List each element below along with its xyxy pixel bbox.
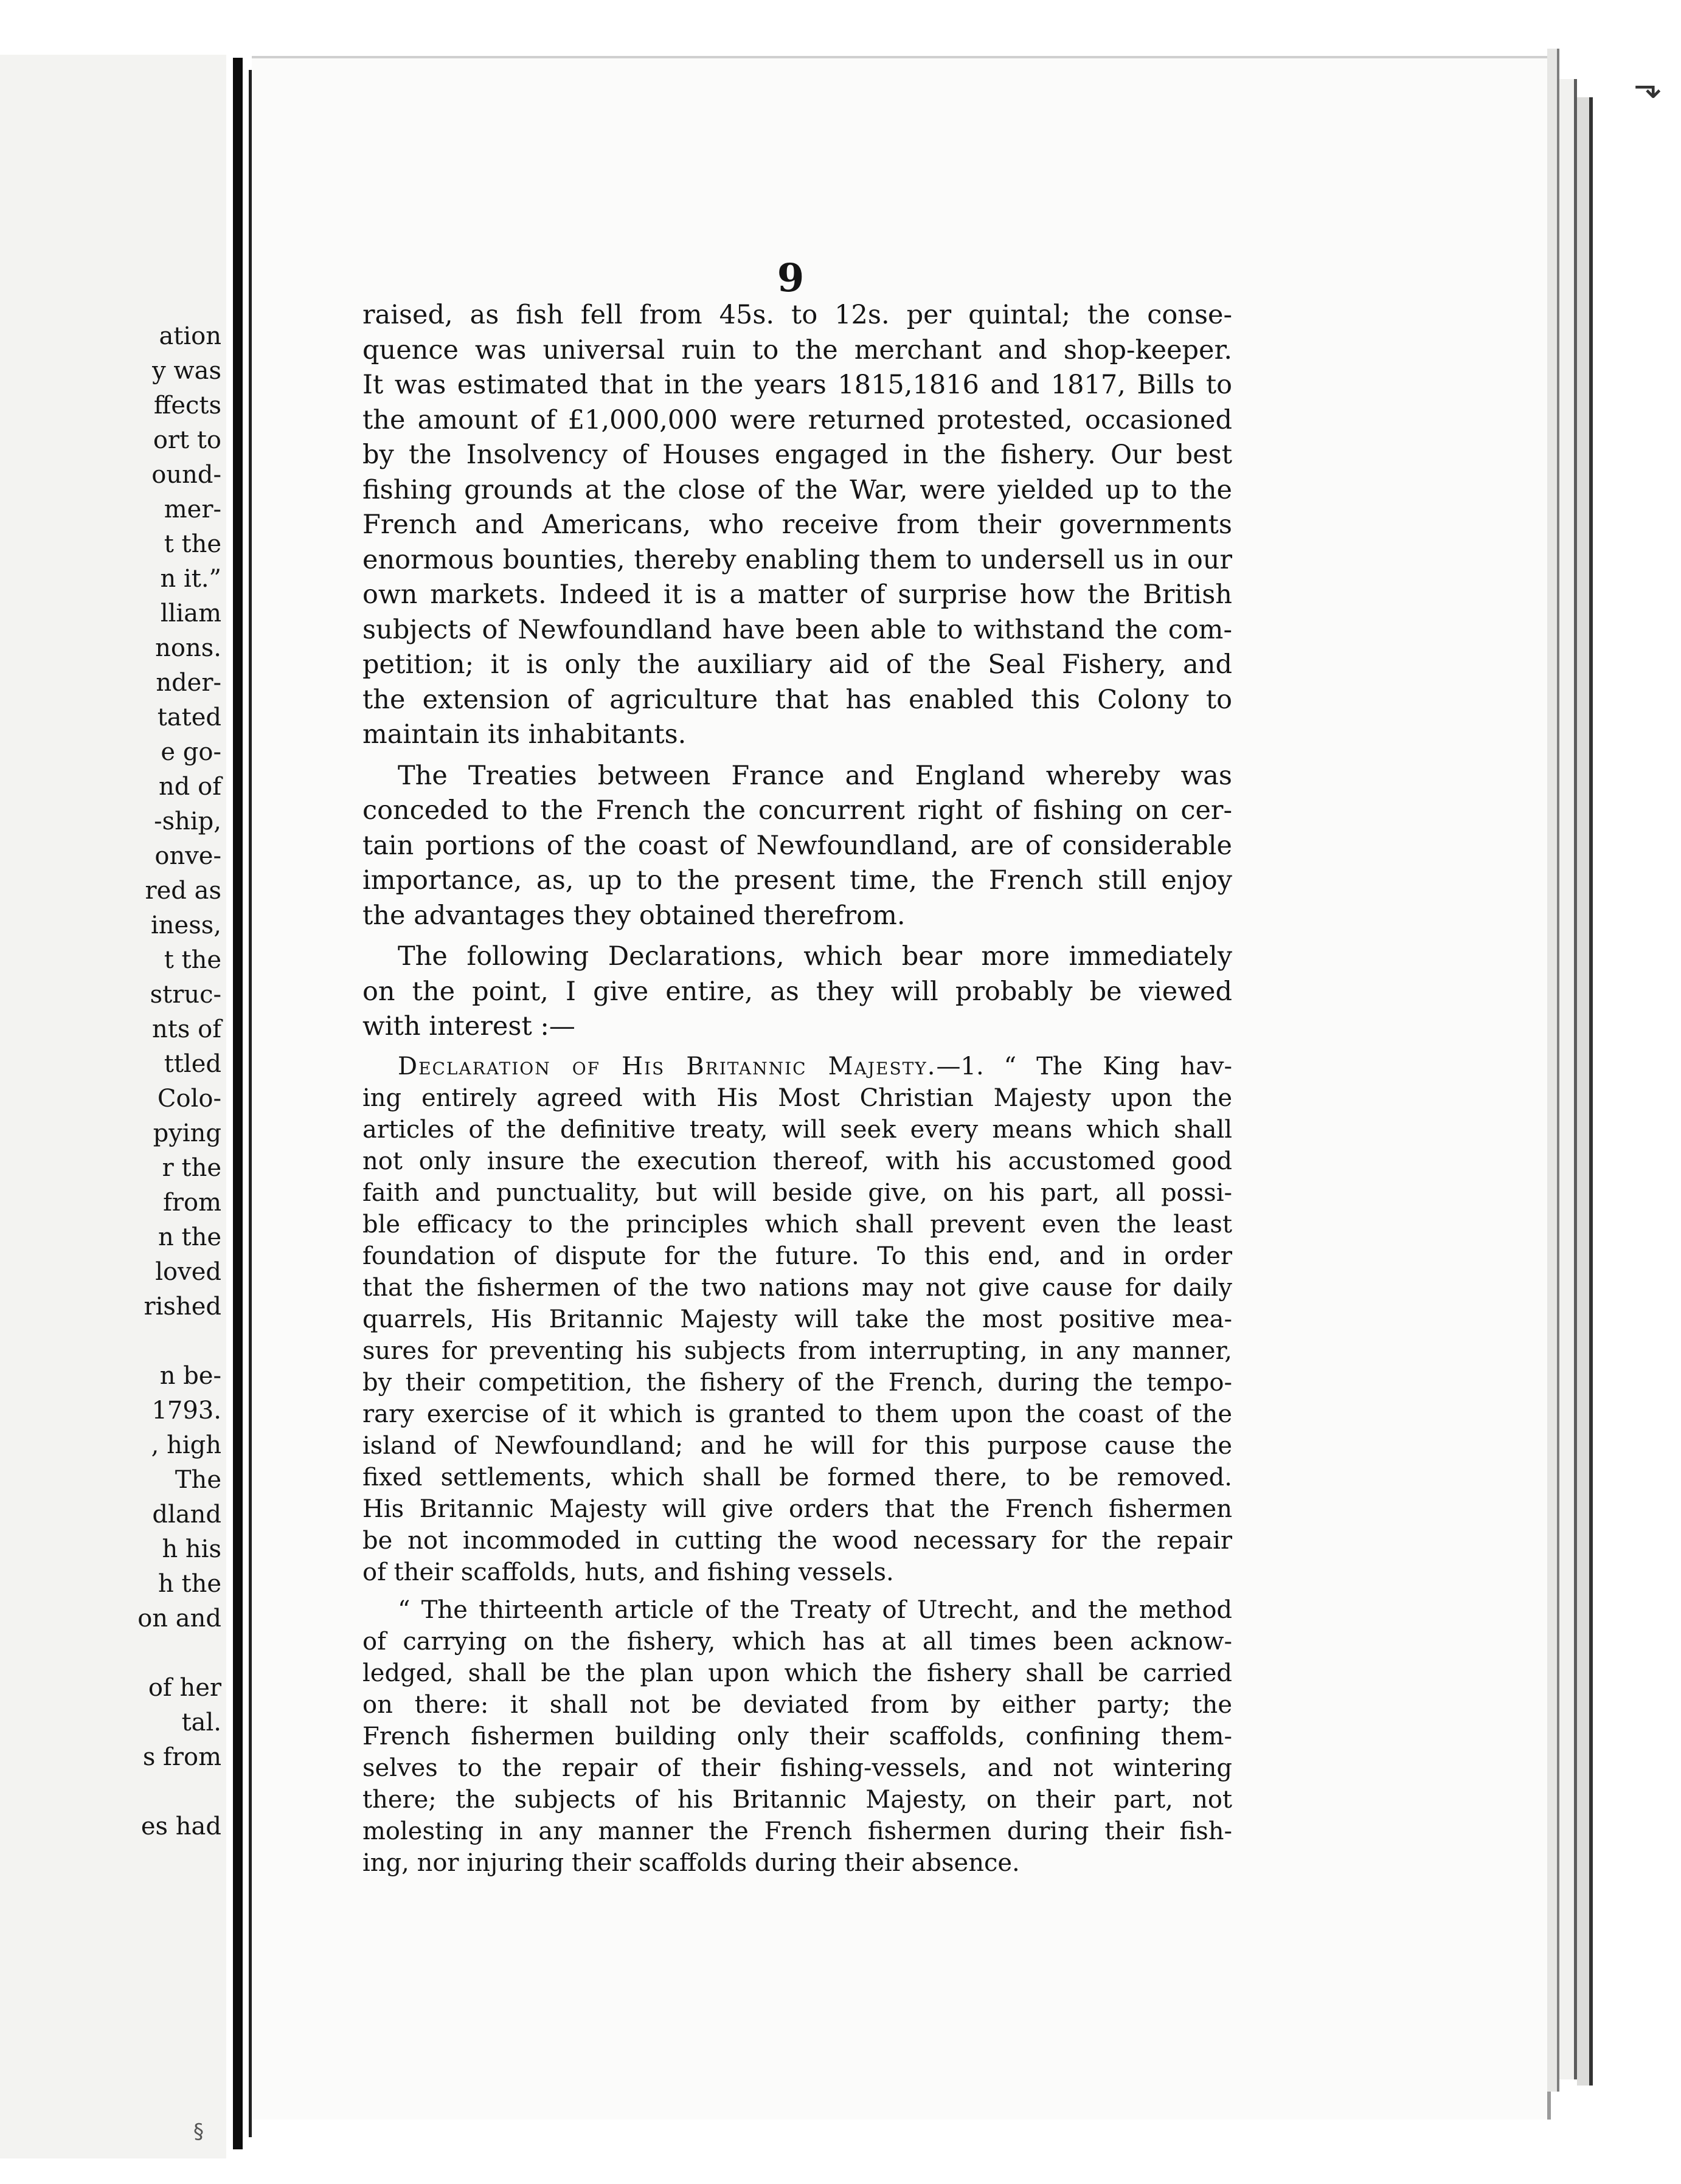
text-line: fixed settlements, which shall be formed there, to be removed.	[362, 1463, 1232, 1491]
facing-page-line: -ship,	[154, 807, 221, 835]
text-line: fishing grounds at the close of the War, were yielded up to the	[362, 474, 1232, 505]
facing-page-left	[0, 55, 226, 2158]
text-line: the amount of £1,000,000 were returned protested, occasioned	[362, 404, 1232, 435]
facing-page-line: tal.	[181, 1709, 221, 1736]
body-text	[362, 298, 1232, 1885]
facing-page-line: nder-	[156, 669, 221, 697]
facing-page-line: on and	[137, 1605, 221, 1633]
page-edge	[1547, 49, 1559, 2092]
text-line: articles of the definitive treaty, will seek every means which shall	[362, 1115, 1232, 1144]
facing-page-line: mer-	[164, 496, 221, 524]
facing-page-line: pying	[153, 1119, 221, 1147]
text-line: The Treaties between France and England whereby was	[398, 760, 1232, 791]
corner-mark: ⬎	[1634, 67, 1662, 106]
text-line: by the Insolvency of Houses engaged in the fishery. Our best	[362, 440, 1232, 470]
facing-page-line: onve-	[154, 842, 221, 870]
text-line: selves to the repair of their fishing-vessels, and not wintering	[362, 1754, 1232, 1782]
facing-page-line: e go-	[161, 738, 221, 766]
paragraph	[362, 298, 1232, 753]
declaration-heading: Declaration of His Britannic Majesty.	[398, 1052, 937, 1080]
text-line: petition; it is only the auxiliary aid of the Seal Fishery, and	[362, 649, 1232, 680]
text-line: own markets. Indeed it is a matter of surprise how the British	[362, 579, 1232, 610]
text-line: ledged, shall be the plan upon which the fishery shall be carried	[362, 1659, 1232, 1687]
text-line: island of Newfoundland; and he will for this purpose cause the	[362, 1431, 1232, 1460]
text-line: French fishermen building only their scaffolds, confining them-	[362, 1722, 1232, 1750]
text-line: importance, as, up to the present time, the French still enjoy	[362, 865, 1232, 896]
facing-page-line: lliam	[160, 600, 221, 627]
text-line: with interest :—	[362, 1011, 575, 1042]
page-edge	[1559, 79, 1577, 2079]
facing-page-line: rished	[144, 1293, 221, 1321]
paragraph	[362, 1594, 1232, 1879]
text-line: quence was universal ruin to the merchant and shop-keeper.	[362, 334, 1232, 365]
facing-page-line	[2, 1636, 221, 1671]
facing-page-line: nons.	[155, 634, 221, 662]
text-line: on the point, I give entire, as they will probably be viewed	[362, 976, 1232, 1007]
text-line: tain portions of the coast of Newfoundland, are of considerable	[362, 830, 1232, 861]
text-line: conceded to the French the concurrent right of fishing on cer-	[362, 795, 1232, 826]
facing-page-line: struc-	[150, 981, 221, 1009]
text-line: the advantages they obtained therefrom.	[362, 900, 906, 931]
text-line: that the fishermen of the two nations may not give cause for daily	[362, 1273, 1232, 1302]
text-line: raised, as fish fell from 45s. to 12s. per quintal; the conse-	[362, 300, 1232, 330]
facing-page-line: of her	[148, 1674, 221, 1702]
text-line: French and Americans, who receive from their governments	[362, 510, 1232, 540]
facing-page-line: t the	[164, 530, 221, 558]
text-line: ble efficacy to the principles which shall prevent even the least	[362, 1210, 1232, 1239]
text-line: enormous bounties, thereby enabling them to undersell us in our	[362, 544, 1232, 575]
text-line: sures for preventing his subjects from interrupting, in any manner,	[362, 1336, 1232, 1365]
page-edge	[1577, 97, 1593, 2086]
facing-page-line: n be-	[159, 1362, 221, 1390]
facing-page-line	[2, 1775, 221, 1809]
facing-page-line: n it.”	[160, 565, 221, 593]
facing-page-line: dland	[152, 1501, 221, 1529]
facing-page-text-column	[2, 319, 221, 1844]
facing-page-line: ound-	[151, 461, 221, 489]
facing-page-line: from	[163, 1189, 221, 1217]
facing-page-line: ttled	[164, 1050, 221, 1078]
facing-page-line: ffects	[153, 392, 221, 420]
declaration-heading-line	[362, 1051, 1232, 1082]
facing-page-line: y was	[152, 357, 221, 385]
facing-page-line: nts of	[152, 1015, 221, 1043]
text-line: on there: it shall not be deviated from by either party; the	[362, 1690, 1232, 1719]
facing-page-line: The	[175, 1466, 221, 1494]
paragraph	[362, 939, 1232, 1045]
facing-page-line: tated	[157, 703, 221, 731]
paragraph	[362, 1051, 1232, 1588]
text-line: by their competition, the fishery of the French, during the tempo-	[362, 1368, 1232, 1397]
text-line: “ The thirteenth article of the Treaty of Utrecht, and the method	[398, 1595, 1232, 1624]
facing-page-line: ation	[159, 322, 221, 350]
facing-page-line: , high	[151, 1431, 221, 1459]
text-line: ing, nor injuring their scaffolds during their absence.	[362, 1848, 1020, 1877]
facing-page-line: red as	[145, 877, 221, 905]
facing-page-line: Colo-	[157, 1085, 221, 1113]
text-line: of their scaffolds, huts, and fishing vessels.	[362, 1558, 894, 1586]
foot-mark: §	[193, 2120, 204, 2144]
facing-page-line: n the	[158, 1223, 221, 1251]
text-line: there; the subjects of his Britannic Majesty, on their part, not	[362, 1785, 1232, 1814]
facing-page-line: es had	[140, 1813, 221, 1840]
text-line: subjects of Newfoundland have been able to withstand the com-	[362, 614, 1232, 645]
text-line: The following Declarations, which bear more immediately	[398, 941, 1232, 972]
facing-page-line: ort to	[153, 426, 221, 454]
text-line: the extension of agriculture that has enabled this Colony to	[362, 684, 1232, 715]
facing-page-line: r the	[162, 1154, 221, 1182]
text-line: It was estimated that in the years 1815,1816 and 1817, Bills to	[362, 370, 1232, 400]
text-line: maintain its inhabitants.	[362, 719, 687, 750]
text-line: not only insure the execution thereof, with his accustomed good	[362, 1147, 1232, 1175]
text-line: molesting in any manner the French fishermen during their fish-	[362, 1817, 1232, 1845]
text-line: ing entirely agreed with His Most Christian Majesty upon the	[362, 1083, 1232, 1112]
text-line: faith and punctuality, but will beside give, on his part, all possi-	[362, 1178, 1232, 1207]
facing-page-line: loved	[155, 1258, 221, 1286]
binding-rule	[233, 58, 243, 2149]
paragraph	[362, 759, 1232, 934]
facing-page-line: iness,	[151, 911, 221, 939]
text-line: of carrying on the fishery, which has at all times been acknow-	[362, 1627, 1232, 1656]
text-line: be not incommoded in cutting the wood necessary for the repair	[362, 1526, 1232, 1555]
facing-page-line: 1793.	[151, 1397, 221, 1425]
facing-page-line: h his	[162, 1535, 221, 1563]
facing-page-line: h the	[158, 1570, 221, 1598]
text-line: His Britannic Majesty will give orders that the French fishermen	[362, 1495, 1232, 1523]
page-number: 9	[777, 255, 805, 301]
facing-page-line	[2, 1324, 221, 1359]
facing-page-line: s from	[142, 1743, 221, 1771]
text-line: rary exercise of it which is granted to them upon the coast of the	[362, 1400, 1232, 1428]
declaration-heading-rest: —1. “ The King hav-	[936, 1052, 1232, 1080]
text-line: foundation of dispute for the future. To this end, and in order	[362, 1242, 1232, 1270]
facing-page-line: t the	[164, 946, 221, 974]
facing-page-line: nd of	[159, 773, 221, 801]
text-line: quarrels, His Britannic Majesty will take the most positive mea-	[362, 1305, 1232, 1333]
